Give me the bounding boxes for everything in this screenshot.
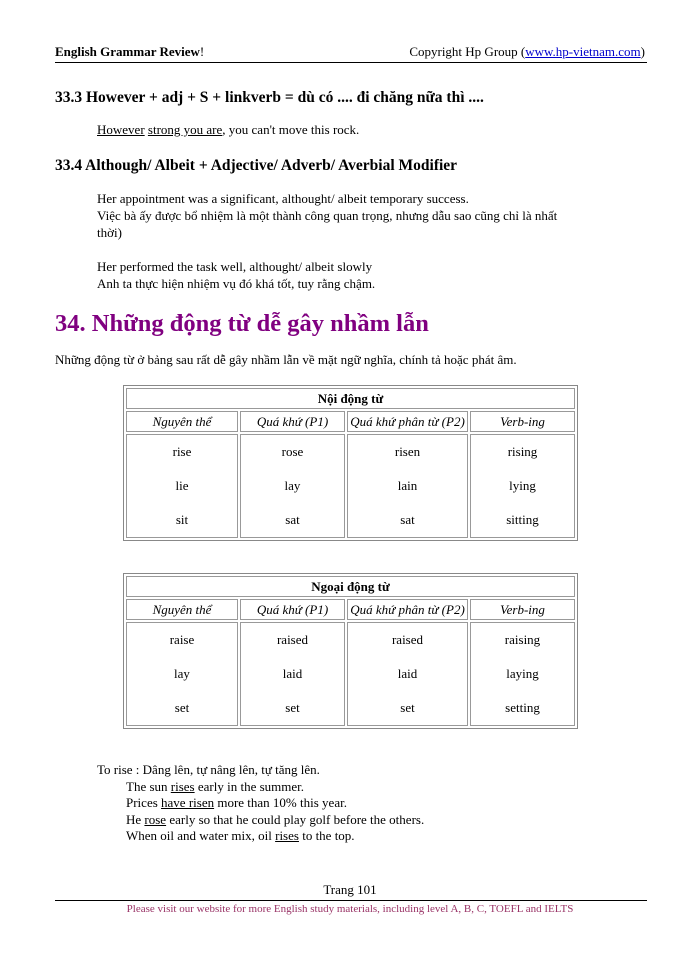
text-segment: to the top. (298, 828, 355, 843)
text-segment: rise (172, 444, 192, 459)
website-link[interactable]: www.hp-vietnam.com (525, 44, 641, 59)
text-segment: sat (400, 512, 415, 527)
text-segment: When oil and water mix, oil (126, 828, 276, 843)
section-34-intro: Những động từ ở bảng sau rất dễ gây nhầm lẫn về mặt ngữ nghĩa, chính tả hoặc phát âm. (55, 352, 517, 367)
table-cell (240, 434, 345, 538)
text-segment: early in the summer. (194, 779, 305, 794)
example-line: Her performed the task well, althought/ albeit slowly (97, 259, 373, 274)
text-segment: setting (505, 700, 540, 715)
header-copyright (409, 44, 645, 60)
column-header: Nguyên thể (126, 599, 238, 620)
table-title: Nội động từ (126, 388, 575, 409)
example-segment: , you can't move this rock. (222, 122, 360, 137)
example-segment: However (97, 122, 145, 137)
to-rise-example (126, 795, 347, 811)
copyright-prefix: Copyright Hp Group ( (409, 44, 526, 59)
section-33-4-heading: 33.4 Although/ Albeit + Adjective/ Adverb/ Averbial Modifier (55, 157, 458, 174)
footer-divider (55, 900, 647, 901)
example-segment: strong you are (147, 122, 223, 137)
example-line: thời) (97, 225, 122, 240)
to-rise-example (126, 828, 355, 844)
text-segment: set (174, 700, 190, 715)
section-33-3-heading: 33.3 However + adj + S + linkverb = dù có .... đi chăng nữa thì .... (55, 89, 484, 106)
example-line: Anh ta thực hiện nhiệm vụ đó khá tốt, tuy rằng chậm. (97, 276, 376, 291)
text-segment: The sun (126, 779, 171, 794)
text-segment: raised (391, 632, 424, 647)
table-cell (240, 622, 345, 726)
header-title (55, 44, 204, 60)
text-segment: lie (175, 478, 189, 493)
table-cell (470, 622, 575, 726)
text-segment: raised (276, 632, 309, 647)
text-segment: lain (397, 478, 418, 493)
header-title-bold: English Grammar Review (55, 44, 200, 59)
table-title: Ngoại động từ (126, 576, 575, 597)
table-cell (347, 434, 468, 538)
text-segment: risen (394, 444, 421, 459)
copyright-suffix: ) (640, 44, 645, 59)
text-segment: raise (169, 632, 195, 647)
text-segment: sat (285, 512, 300, 527)
text-segment: laying (506, 666, 539, 681)
to-rise-definition: To rise : Dâng lên, tự nâng lên, tự tăng lên. (97, 762, 320, 777)
to-rise-example (126, 779, 304, 795)
header-divider (55, 62, 647, 63)
text-segment: rose (281, 444, 304, 459)
text-segment: rising (507, 444, 538, 459)
footer-note: Please visit our website for more English study materials, including level A, B, C, TOEFL and IELTS (126, 903, 574, 915)
text-segment: rose (144, 812, 167, 827)
text-segment: sitting (506, 512, 539, 527)
text-segment: laid (282, 666, 303, 681)
text-segment: set (285, 700, 300, 715)
table-cell (470, 434, 575, 538)
text-segment: set (400, 700, 415, 715)
example-line: Việc bà ấy được bổ nhiệm là một thành công quan trọng, nhưng dẫu sao cũng chỉ là nhất (97, 208, 558, 223)
text-segment: lay (284, 478, 301, 493)
text-segment: lying (509, 478, 536, 493)
transitive-verbs-table (123, 573, 578, 729)
text-segment: Prices (126, 795, 162, 810)
text-segment: rises (275, 828, 299, 843)
page-number: Trang 101 (323, 882, 377, 897)
column-header: Quá khứ phân từ (P2) (347, 411, 468, 432)
intransitive-verbs-table (123, 385, 578, 541)
text-segment: have risen (161, 795, 215, 810)
section-34-heading: 34. Những động từ dễ gây nhầm lẫn (55, 310, 429, 337)
text-segment: early so that he could play golf before the others. (166, 812, 425, 827)
text-segment: more than 10% this year. (214, 795, 347, 810)
column-header: Quá khứ phân từ (P2) (347, 599, 468, 620)
header-title-suffix: ! (199, 44, 205, 59)
table-cell (126, 434, 238, 538)
text-segment: sit (175, 512, 189, 527)
text-segment: raising (504, 632, 541, 647)
text-segment: laid (397, 666, 418, 681)
column-header: Quá khứ (P1) (240, 411, 345, 432)
section-33-3-example (97, 122, 359, 138)
table-cell (347, 622, 468, 726)
text-segment: He (126, 812, 145, 827)
example-line: Her appointment was a significant, althought/ albeit temporary success. (97, 191, 469, 206)
column-header: Verb-ing (470, 599, 575, 620)
table-cell (126, 622, 238, 726)
text-segment: rises (170, 779, 195, 794)
column-header: Nguyên thể (126, 411, 238, 432)
column-header: Quá khứ (P1) (240, 599, 345, 620)
column-header: Verb-ing (470, 411, 575, 432)
to-rise-example (126, 812, 424, 828)
text-segment: lay (174, 666, 190, 681)
